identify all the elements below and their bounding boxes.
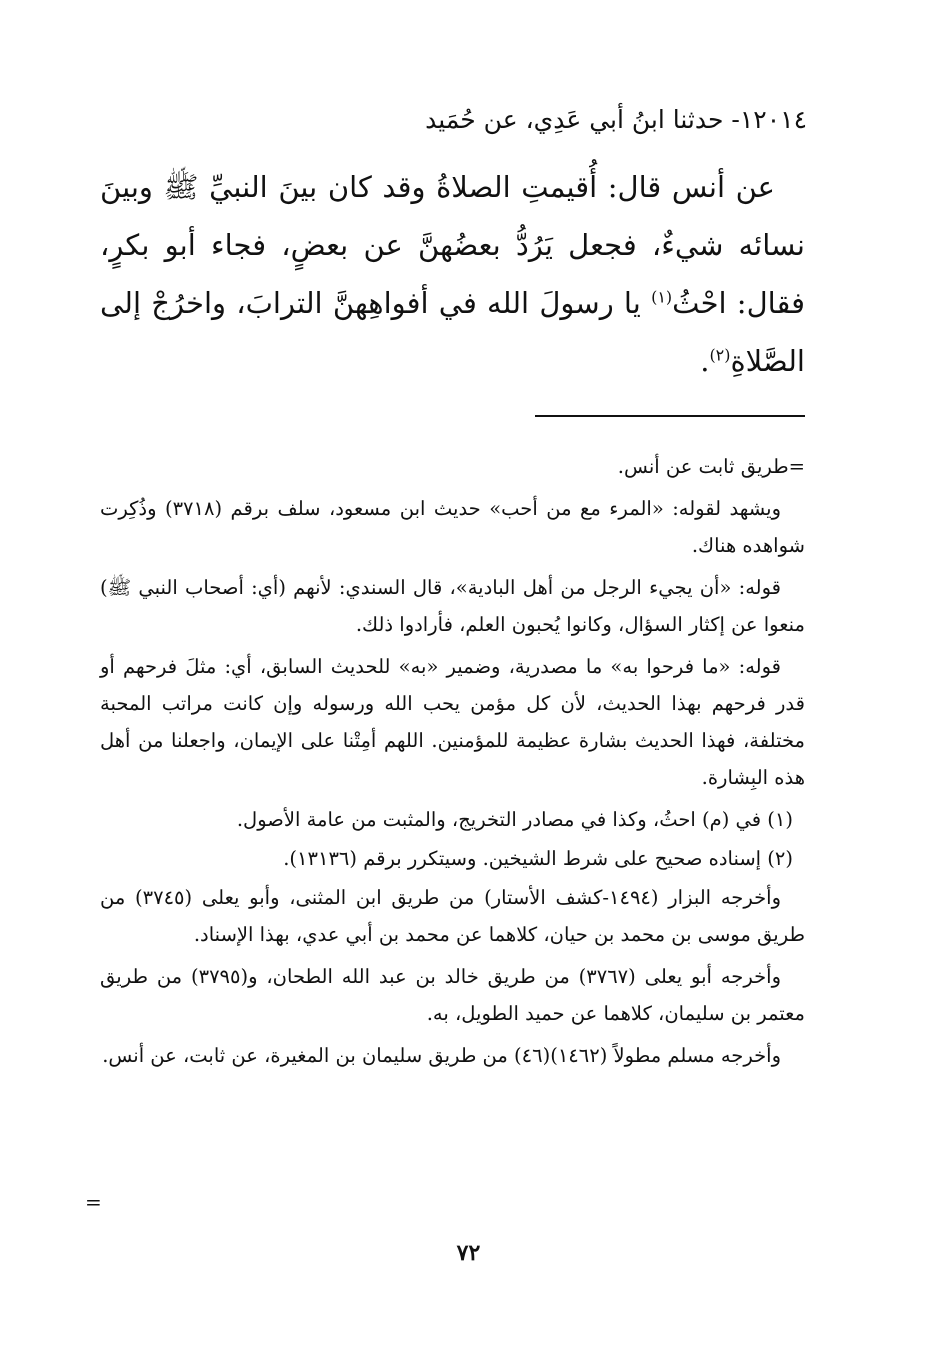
footnote-separator	[535, 415, 805, 417]
hadith-text	[100, 158, 805, 390]
note-continuation: =طريق ثابت عن أنس.	[617, 455, 805, 478]
footnote-ref-2: (٢)	[709, 345, 731, 365]
hadith-text-part2: يا رسولَ الله في أفواهِهنَّ الترابَ، واخرُجْ إلى الصَّلاةِ	[100, 286, 805, 378]
footnotes-section	[100, 448, 805, 1079]
hadith-header: ١٢٠١٤- حدثنا ابنُ أبي عَدِي، عن حُمَيد	[425, 105, 807, 134]
takhrij-paragraph: وأخرجه أبو يعلى (٣٧٦٧) من طريق خالد بن عبد الله الطحان، و(٣٧٩٥) من طريق معتمر بن سليمان، كلاهما عن حميد الطويل، به.	[100, 965, 805, 1025]
continuation-mark: =	[85, 1190, 102, 1214]
note-paragraph: قوله: «أن يجيء الرجل من أهل البادية»، قال السندي: لأنهم (أي: أصحاب النبي ﷺ) منعوا عن إكثار السؤال، وكانوا يُحبون العلم، فأرادوا ذلك.	[100, 576, 805, 636]
takhrij-paragraph: وأخرجه البزار (١٤٩٤-كشف الأستار) من طريق ابن المثنى، وأبو يعلى (٣٧٤٥) من طريق موسى بن محمد بن حيان، كلاهما عن محمد بن أبي عدي، بهذا الإسناد.	[100, 886, 805, 946]
note-paragraph: ويشهد لقوله: «المرء مع من أحب» حديث ابن مسعود، سلف برقم (٣٧١٨) وذُكِرت شواهده هناك.	[100, 497, 805, 557]
page-number: ٧٢	[456, 1240, 481, 1266]
hadith-text-end: .	[700, 344, 710, 378]
note-paragraph: قوله: «ما فرحوا به» ما مصدرية، وضمير «به» للحديث السابق، أي: مثلَ فرحهم أو قدر فرحهم بهذا الحديث، لأن كل مؤمن يحب الله ورسوله وإن كانت مراتب المحبة مختلفة، فهذا الحديث بشارة عظيمة للمؤمنين. اللهم أمِتْنا على الإيمان، واجعلنا من أهل هذه البِشارة.	[100, 655, 805, 789]
footnote-ref-1: (١)	[651, 287, 673, 307]
hadith-paragraph	[100, 158, 805, 390]
takhrij-paragraph: وأخرجه مسلم مطولاً (١٤٦٢)(٤٦) من طريق سليمان بن المغيرة، عن ثابت، عن أنس.	[102, 1044, 781, 1067]
hadith-text-part1: عن أنس قال: أُقيمتِ الصلاةُ وقد كان بينَ النبيِّ ﷺ وبينَ نسائه شيءٌ، فجعل يَرُدُّ بعضُهنَّ عن بعضٍ، فجاء أبو بكرٍ، فقال: احْثُ	[100, 170, 806, 320]
footnote-1: (١) في (م) احثُ، وكذا في مصادر التخريج، والمثبت من عامة الأصول.	[236, 808, 793, 831]
footnote-2: (٢) إسناده صحيح على شرط الشيخين. وسيتكرر برقم (١٣١٣٦).	[283, 847, 793, 870]
